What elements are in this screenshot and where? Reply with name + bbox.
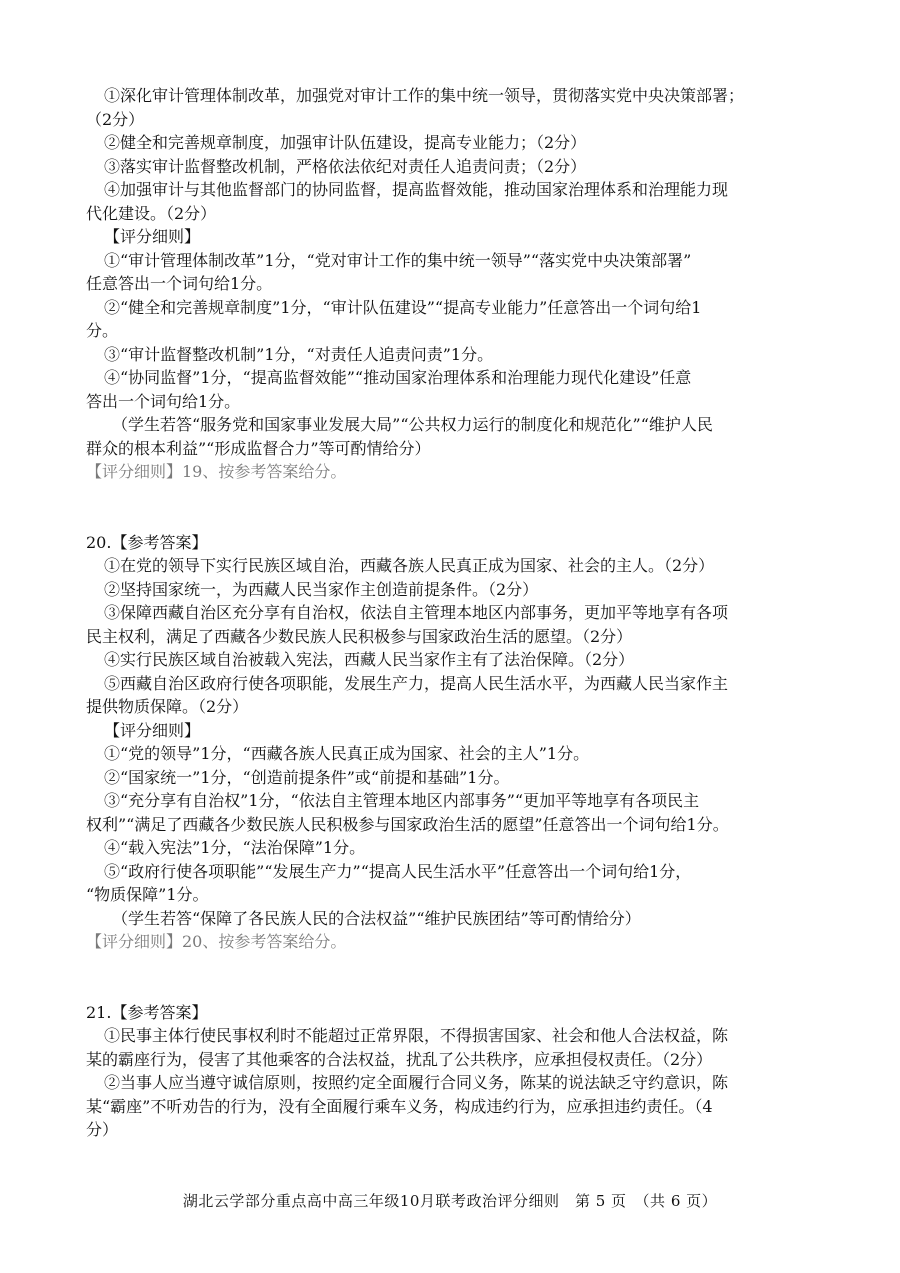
text-line: 20.【参考答案】 bbox=[86, 532, 208, 552]
text-line: ②“国家统一”1分，“创造前提条件”或“前提和基础”1分。 bbox=[104, 767, 510, 787]
text-line: 某的霸座行为，侵害了其他乘客的合法权益，扰乱了公共秩序，应承担侵权责任。（2分） bbox=[86, 1049, 713, 1069]
text-line: 分） bbox=[86, 1120, 119, 1139]
text-line: ④“协同监督”1分，“提高监督效能”“推动国家治理体系和治理能力现代化建设”任意 bbox=[104, 368, 692, 387]
text-line: ②健全和完善规章制度，加强审计队伍建设，提高专业能力；（2分） bbox=[104, 133, 587, 152]
text-line: ③“审计监督整改机制”1分，“对责任人追责问责”1分。 bbox=[104, 344, 494, 364]
text-line: ②当事人应当遵守诚信原则，按照约定全面履行合同义务，陈某的说法缺乏守约意识，陈 bbox=[104, 1073, 729, 1092]
text-line: ③落实审计监督整改机制，严格依法依纪对责任人追责问责；（2分） bbox=[104, 156, 587, 176]
answer-section bbox=[86, 84, 818, 484]
text-line: ②坚持国家统一，为西藏人民当家作主创造前提条件。（2分） bbox=[104, 579, 539, 599]
answer-section bbox=[86, 1001, 818, 1142]
text-line: 任意答出一个词句给1分。 bbox=[86, 274, 273, 293]
text-line: ④加强审计与其他监督部门的协同监督，提高监督效能，推动国家治理体系和治理能力现 bbox=[104, 180, 729, 199]
text-line: 代化建设。（2分） bbox=[86, 203, 217, 223]
section-spacer bbox=[86, 954, 818, 1001]
text-line: ①在党的领导下实行民族区域自治，西藏各族人民真正成为国家、社会的主人。（2分） bbox=[104, 556, 715, 575]
text-line: ⑤“政府行使各项职能”“发展生产力”“提高人民生活水平”任意答出一个词句给1分， bbox=[104, 861, 692, 881]
text-line: 提供物质保障。（2分） bbox=[86, 697, 249, 716]
text-line: ①“审计管理体制改革”1分，“党对审计工作的集中统一领导”“落实党中央决策部署” bbox=[104, 250, 692, 270]
text-line: ③保障西藏自治区充分享有自治权，依法自主管理本地区内部事务，更加平等地享有各项 bbox=[104, 603, 729, 622]
text-line: 21.【参考答案】 bbox=[86, 1002, 208, 1022]
text-line: ①民事主体行使民事权利时不能超过正常界限，不得损害国家、社会和他人合法权益，陈 bbox=[104, 1026, 729, 1045]
text-line: （2分） bbox=[86, 109, 145, 129]
text-line: 民主权利，满足了西藏各少数民族人民积极参与国家政治生活的愿望。（2分） bbox=[86, 626, 633, 646]
text-line: 答出一个词句给1分。 bbox=[86, 391, 241, 411]
section-spacer bbox=[86, 484, 818, 531]
text-line: ②“健全和完善规章制度”1分，“审计队伍建设”“提高专业能力”任意答出一个词句给1 bbox=[104, 297, 702, 317]
answer-content bbox=[86, 84, 818, 1142]
text-line: “物质保障”1分。 bbox=[86, 885, 209, 904]
text-line: ⑤西藏自治区政府行使各项职能，发展生产力，提高人民生活水平，为西藏人民当家作主 bbox=[104, 673, 729, 693]
text-line: 群众的根本利益”“形成监督合力”等可酌情给分） bbox=[86, 438, 431, 458]
text-line: ①“党的领导”1分，“西藏各族人民真正成为国家、社会的主人”1分。 bbox=[104, 744, 590, 763]
text-line: 【评分细则】 bbox=[104, 720, 201, 740]
answer-section bbox=[86, 531, 818, 954]
text-line: 【评分细则】19、按参考答案给分。 bbox=[86, 462, 347, 481]
text-line: ③“充分享有自治权”1分，“依法自主管理本地区内部事务”“更加平等地享有各项民主 bbox=[104, 791, 700, 810]
text-line: ①深化审计管理体制改革，加强党对审计工作的集中统一领导，贯彻落实党中央决策部署； bbox=[104, 86, 745, 105]
text-line: 分。 bbox=[86, 321, 119, 340]
text-line: 某“霸座”不听劝告的行为，没有全面履行乘车义务，构成违约行为，应承担违约责任。（4 bbox=[86, 1096, 713, 1116]
text-line: 【评分细则】20、按参考答案给分。 bbox=[86, 932, 347, 951]
text-line: ④“载入宪法”1分，“法治保障”1分。 bbox=[104, 838, 366, 857]
text-line: ④实行民族区域自治被载入宪法，西藏人民当家作主有了法治保障。（2分） bbox=[104, 650, 635, 669]
page-footer: 湖北云学部分重点高中高三年级10月联考政治评分细则 第 5 页 （共 6 页） bbox=[182, 1192, 718, 1210]
text-line: （学生若答“保障了各民族人民的合法权益”“维护民族团结”等可酌情给分） bbox=[112, 908, 641, 928]
text-line: （学生若答“服务党和国家事业发展大局”“公共权力运行的制度化和规范化”“维护人民 bbox=[112, 415, 713, 434]
text-line: 权利”“满足了西藏各少数民族人民积极参与国家政治生活的愿望”任意答出一个词句给1分。 bbox=[86, 814, 729, 834]
text-line: 【评分细则】 bbox=[104, 227, 201, 246]
